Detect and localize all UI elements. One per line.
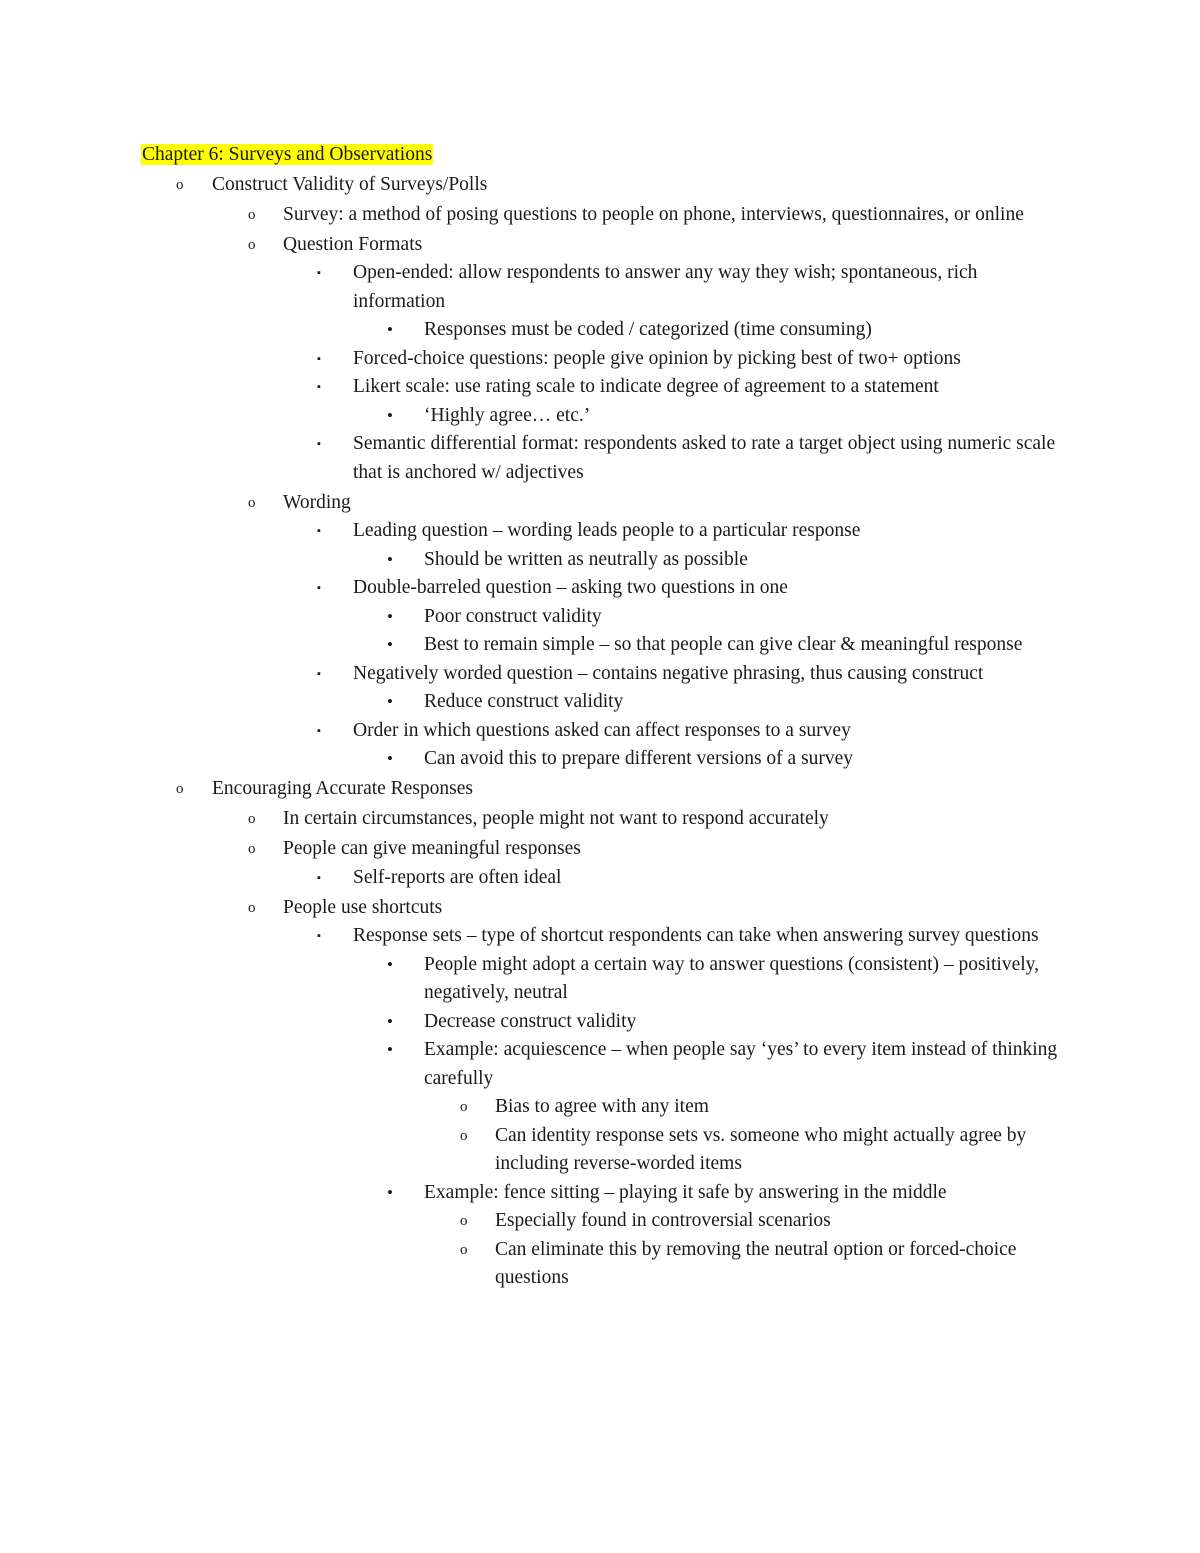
dot-bullet-icon: •: [387, 606, 393, 626]
dot-bullet-icon: •: [387, 635, 393, 654]
list-item: [0, 1236, 1200, 1293]
list-item: [0, 517, 1200, 546]
list-item: [0, 201, 1200, 230]
list-item-text: Best to remain simple – so that people can give clear & meaningful response: [424, 634, 1023, 655]
dot-bullet-icon: •: [387, 1011, 393, 1031]
page-title: [141, 141, 433, 169]
list-item-text: Order in which questions asked can affect responses to a survey: [353, 719, 851, 741]
list-item-text: Example: acquiescence – when people say ‘yes’ to every item instead of thinking carefully: [424, 1039, 1058, 1089]
list-item: [0, 717, 1200, 746]
list-item-text: Responses must be coded / categorized (time consuming): [424, 319, 872, 340]
list-item-text: Reduce construct validity: [424, 691, 624, 712]
list-item: [0, 603, 1200, 632]
dot-bullet-icon: •: [387, 749, 393, 768]
list-item: [0, 402, 1200, 431]
circle-bullet-icon: o: [248, 811, 256, 827]
outline-list: [0, 169, 1200, 1293]
dot-bullet-icon: •: [387, 549, 393, 569]
dot-bullet-icon: •: [387, 954, 393, 974]
list-item-text: Should be written as neutrally as possible: [424, 548, 748, 570]
list-item-text: Bias to agree with any item: [495, 1096, 709, 1117]
list-item: [0, 259, 1200, 316]
dot-bullet-icon: •: [387, 405, 393, 425]
list-item: [0, 316, 1200, 345]
list-item: [0, 1207, 1200, 1236]
square-bullet-icon: ▪: [317, 724, 321, 737]
list-item-text: Can avoid this to prepare different versions of a survey: [424, 748, 854, 769]
circle-bullet-icon: o: [460, 1099, 468, 1115]
list-item: [0, 660, 1200, 689]
list-item: [0, 894, 1200, 923]
dot-bullet-icon: •: [387, 1182, 393, 1202]
list-item-text: In certain circumstances, people might not want to respond accurately: [283, 808, 829, 829]
list-item: [0, 489, 1200, 518]
dot-bullet-icon: •: [387, 692, 393, 711]
list-item: [0, 546, 1200, 575]
list-item-text: Open-ended: allow respondents to answer any way they wish; spontaneous, rich information: [353, 262, 978, 312]
square-bullet-icon: ▪: [317, 525, 321, 537]
list-item-text: Double-barreled question – asking two questions in one: [353, 577, 788, 598]
circle-bullet-icon: o: [248, 494, 256, 511]
circle-bullet-icon: o: [460, 1127, 468, 1144]
list-item: [0, 805, 1200, 834]
list-item-text: Poor construct validity: [424, 605, 602, 627]
list-item: [0, 231, 1200, 260]
list-item: [0, 922, 1200, 951]
dot-bullet-icon: •: [387, 320, 393, 339]
list-item: [0, 1122, 1200, 1179]
list-item: [0, 864, 1200, 893]
square-bullet-icon: ▪: [317, 267, 321, 279]
list-item: [0, 951, 1200, 1008]
list-item: [0, 1093, 1200, 1122]
list-item: [0, 745, 1200, 774]
list-item-text: People might adopt a certain way to answer questions (consistent) – positively, negatively, neutral: [424, 953, 1040, 1003]
list-item-text: People can give meaningful responses: [283, 838, 581, 859]
list-item-text: Leading question – wording leads people to a particular response: [353, 520, 861, 541]
list-item: [0, 574, 1200, 603]
circle-bullet-icon: o: [460, 1241, 468, 1258]
circle-bullet-icon: o: [248, 841, 256, 857]
list-item-text: Encouraging Accurate Responses: [212, 778, 474, 799]
list-item: [0, 1036, 1200, 1093]
square-bullet-icon: ▪: [317, 871, 321, 884]
list-item: [0, 1008, 1200, 1037]
list-item: [0, 171, 1200, 200]
list-item-text: Question Formats: [283, 233, 423, 255]
list-item-text: Wording: [283, 491, 351, 513]
list-item-text: Example: fence sitting – playing it safe by answering in the middle: [424, 1181, 947, 1203]
list-item-text: Decrease construct validity: [424, 1010, 637, 1032]
list-item: [0, 631, 1200, 660]
square-bullet-icon: ▪: [317, 438, 321, 450]
circle-bullet-icon: o: [248, 236, 256, 253]
list-item: [0, 373, 1200, 402]
circle-bullet-icon: o: [248, 899, 256, 916]
list-item: [0, 1179, 1200, 1208]
list-item-text: Construct Validity of Surveys/Polls: [212, 173, 488, 195]
list-item: [0, 430, 1200, 487]
list-item-text: Forced-choice questions: people give opinion by picking best of two+ options: [353, 347, 961, 369]
square-bullet-icon: ▪: [317, 381, 321, 393]
list-item-text: Likert scale: use rating scale to indicate degree of agreement to a statement: [353, 376, 939, 397]
square-bullet-icon: ▪: [317, 582, 321, 594]
list-item-text: Negatively worded question – contains negative phrasing, thus causing construct: [353, 662, 984, 684]
circle-bullet-icon: o: [248, 206, 256, 223]
square-bullet-icon: ▪: [317, 930, 321, 942]
circle-bullet-icon: o: [176, 176, 184, 193]
square-bullet-icon: ▪: [317, 352, 321, 365]
list-item: [0, 835, 1200, 864]
square-bullet-icon: ▪: [317, 667, 321, 680]
circle-bullet-icon: o: [460, 1213, 468, 1229]
list-item: [0, 775, 1200, 804]
list-item-text: Especially found in controversial scenarios: [495, 1210, 831, 1231]
list-item: [0, 345, 1200, 374]
list-item-text: Can eliminate this by removing the neutral option or forced-choice questions: [495, 1238, 1017, 1288]
list-item-text: Can identity response sets vs. someone who might actually agree by including reverse-worded items: [495, 1124, 1027, 1174]
title-highlight: Chapter 6: Surveys and Observations: [142, 144, 433, 165]
list-item-text: Response sets – type of shortcut respondents can take when answering survey questions: [353, 925, 1039, 946]
list-item-text: ‘Highly agree… etc.’: [424, 404, 591, 426]
list-item-text: Semantic differential format: respondents asked to rate a target object using numeric scale that is anchored w/ adjectives: [353, 433, 1056, 483]
dot-bullet-icon: •: [387, 1040, 393, 1059]
list-item: [0, 688, 1200, 717]
list-item-text: Self-reports are often ideal: [353, 866, 562, 888]
circle-bullet-icon: o: [176, 781, 184, 797]
list-item-text: People use shortcuts: [283, 896, 443, 918]
list-item-text: Survey: a method of posing questions to people on phone, interviews, questionnaires, or online: [283, 203, 1024, 225]
